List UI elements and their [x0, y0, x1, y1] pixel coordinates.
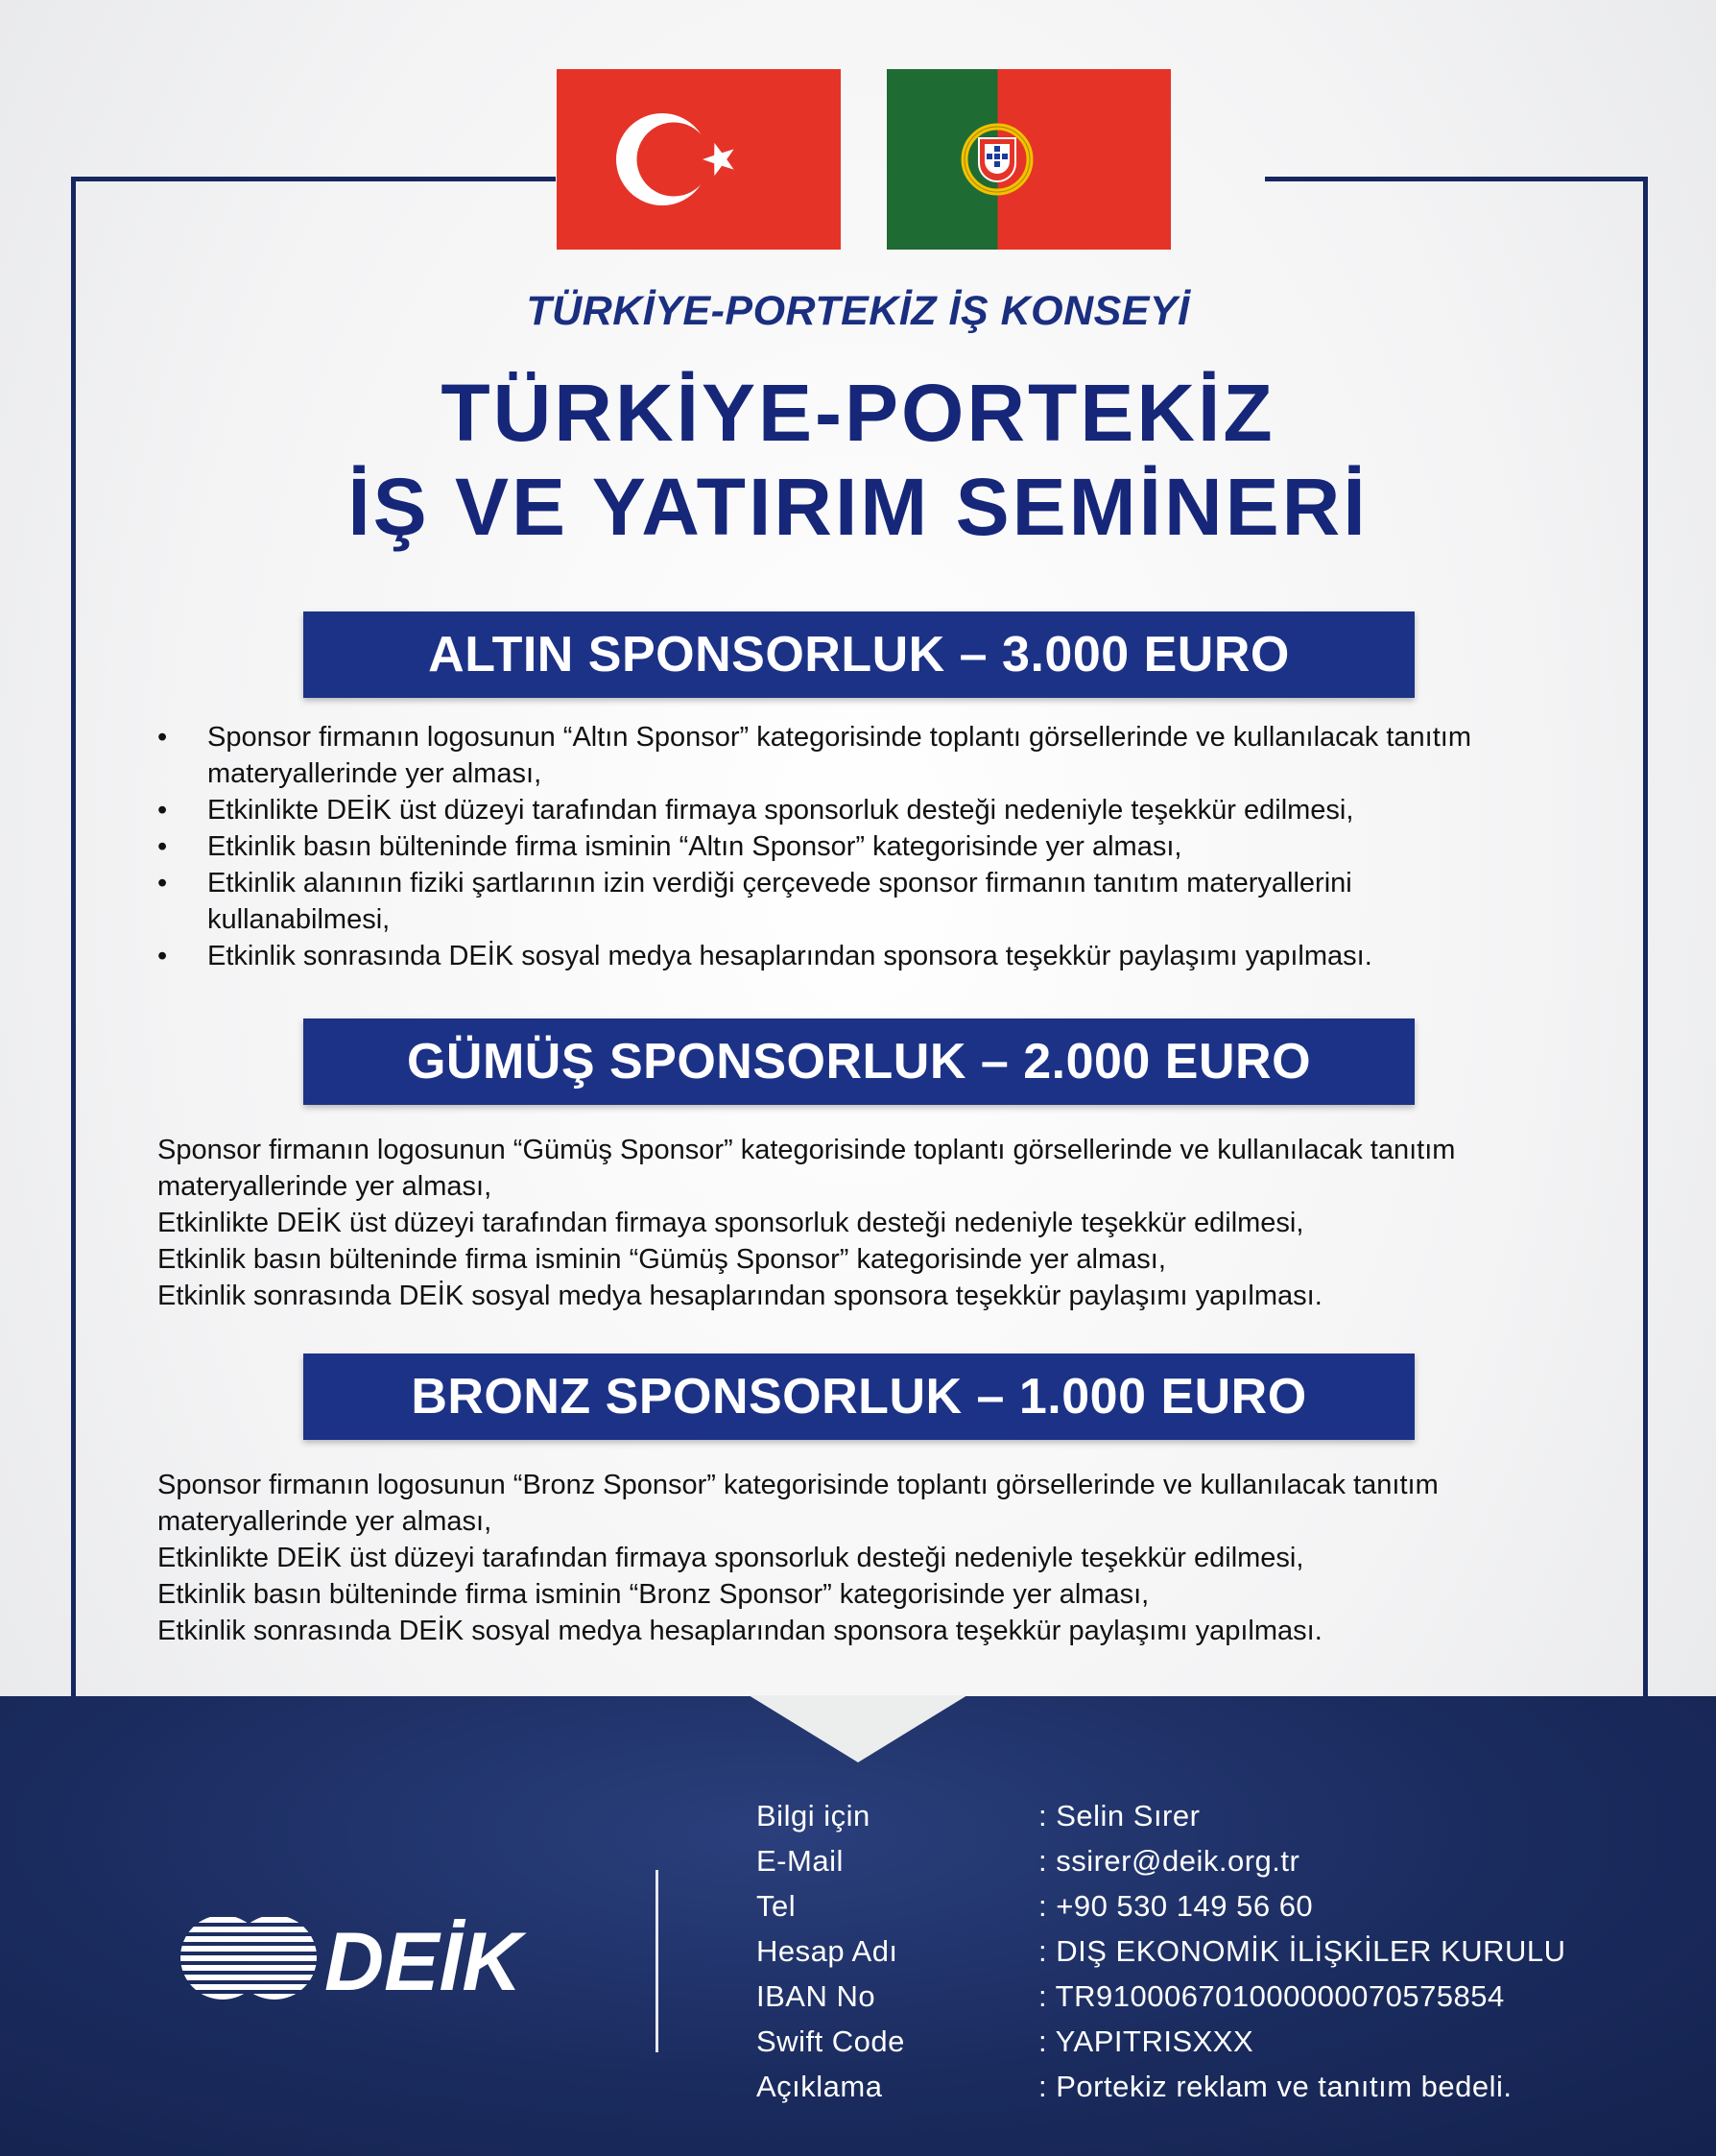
contact-label: Hesap Adı [756, 1934, 898, 1968]
bullet-icon: • [157, 831, 168, 862]
contact-label: Açıklama [756, 2070, 883, 2103]
bronze-benefits [157, 1467, 1539, 1649]
account-name: : DIŞ EKONOMİK İLİŞKİLER KURULU [1038, 1934, 1566, 1968]
contact-label: E-Mail [756, 1844, 844, 1878]
gold-benefit-2: Etkinlikte DEİK üst düzeyi tarafından firmaya sponsorluk desteği nedeniyle teşekkür edilmesi, [207, 795, 1354, 826]
list-item [154, 865, 1536, 938]
bronze-sponsorship-banner: BRONZ SPONSORLUK – 1.000 EURO [303, 1353, 1415, 1440]
swift-code: : YAPITRISXXX [1038, 2024, 1254, 2058]
contact-email[interactable]: : ssirer@deik.org.tr [1038, 1844, 1300, 1878]
list-item [154, 719, 1536, 792]
contact-phone: : +90 530 149 56 60 [1038, 1889, 1314, 1923]
council-name: TÜRKİYE-PORTEKİZ İŞ KONSEYİ [526, 288, 1190, 334]
turkey-flag [557, 69, 841, 250]
gold-sponsorship-banner: ALTIN SPONSORLUK – 3.000 EURO [303, 611, 1415, 698]
silver-sponsorship-banner: GÜMÜŞ SPONSORLUK – 2.000 EURO [303, 1018, 1415, 1105]
iban-number: : TR910006701000000070575854 [1038, 1979, 1505, 2013]
bullet-icon: • [157, 722, 168, 753]
gold-benefit-3: Etkinlik basın bülteninde firma isminin “Altın Sponsor” kategorisinde yer alması, [207, 831, 1182, 862]
bronze-benefit-1: Sponsor firmanın logosunun “Bronz Sponsor” kategorisinde toplantı görsellerinde ve kullanılacak tanıtım materyallerinde yer alması, [157, 1470, 1439, 1537]
deik-logo-text: DEİK [324, 1916, 522, 2001]
gold-benefits-list [154, 719, 1536, 974]
silver-benefit-4: Etkinlik sonrasında DEİK sosyal medya hesaplarından sponsora teşekkür paylaşımı yapılması. [157, 1281, 1323, 1311]
payment-description: : Portekiz reklam ve tanıtım bedeli. [1038, 2070, 1513, 2103]
silver-benefit-3: Etkinlik basın bülteninde firma isminin “Gümüş Sponsor” kategorisinde yer alması, [157, 1244, 1166, 1275]
contact-label: IBAN No [756, 1979, 876, 2013]
list-item [154, 828, 1536, 865]
bullet-icon: • [157, 941, 168, 971]
page-title-line1: TÜRKİYE-PORTEKİZ [441, 368, 1275, 458]
bronze-benefit-2: Etkinlikte DEİK üst düzeyi tarafından firmaya sponsorluk desteği nedeniyle teşekkür edilmesi, [157, 1543, 1304, 1573]
contact-labels [756, 1793, 905, 2109]
gold-benefit-1: Sponsor firmanın logosunun “Altın Sponsor” kategorisinde toplantı görsellerinde ve kullanılacak tanıtım materyallerinde yer alması, [207, 722, 1472, 789]
frame-top-left [71, 177, 556, 181]
contact-label: Bilgi için [756, 1799, 870, 1833]
list-item [154, 938, 1536, 974]
silver-benefit-2: Etkinlikte DEİK üst düzeyi tarafından firmaya sponsorluk desteği nedeniyle teşekkür edilmesi, [157, 1208, 1304, 1238]
footer-divider [655, 1870, 658, 2052]
footer-notch [749, 1695, 967, 1762]
frame-top-right [1265, 177, 1648, 181]
contact-person: : Selin Sırer [1038, 1799, 1201, 1833]
portugal-flag [887, 69, 1171, 250]
contact-values [1038, 1793, 1566, 2109]
silver-benefits [157, 1132, 1539, 1314]
page-title-line2: İŞ VE YATIRIM SEMİNERİ [347, 462, 1369, 552]
silver-benefit-1: Sponsor firmanın logosunun “Gümüş Sponsor” kategorisinde toplantı görsellerinde ve kullanılacak tanıtım materyallerinde yer alması, [157, 1135, 1456, 1202]
bronze-benefit-4: Etkinlik sonrasında DEİK sosyal medya hesaplarından sponsora teşekkür paylaşımı yapılması. [157, 1616, 1323, 1646]
contact-label: Tel [756, 1889, 797, 1923]
deik-logo [179, 1913, 566, 2006]
gold-benefit-4: Etkinlik alanının fiziki şartlarının izin verdiği çerçevede sponsor firmanın tanıtım materyallerini kullanabilmesi, [207, 868, 1352, 935]
bullet-icon: • [157, 868, 168, 898]
bronze-benefit-3: Etkinlik basın bülteninde firma isminin “Bronz Sponsor” kategorisinde yer alması, [157, 1579, 1150, 1610]
list-item [154, 792, 1536, 828]
contact-label: Swift Code [756, 2024, 905, 2058]
gold-benefit-5: Etkinlik sonrasında DEİK sosyal medya hesaplarından sponsora teşekkür paylaşımı yapılması. [207, 941, 1372, 971]
bullet-icon: • [157, 795, 168, 826]
